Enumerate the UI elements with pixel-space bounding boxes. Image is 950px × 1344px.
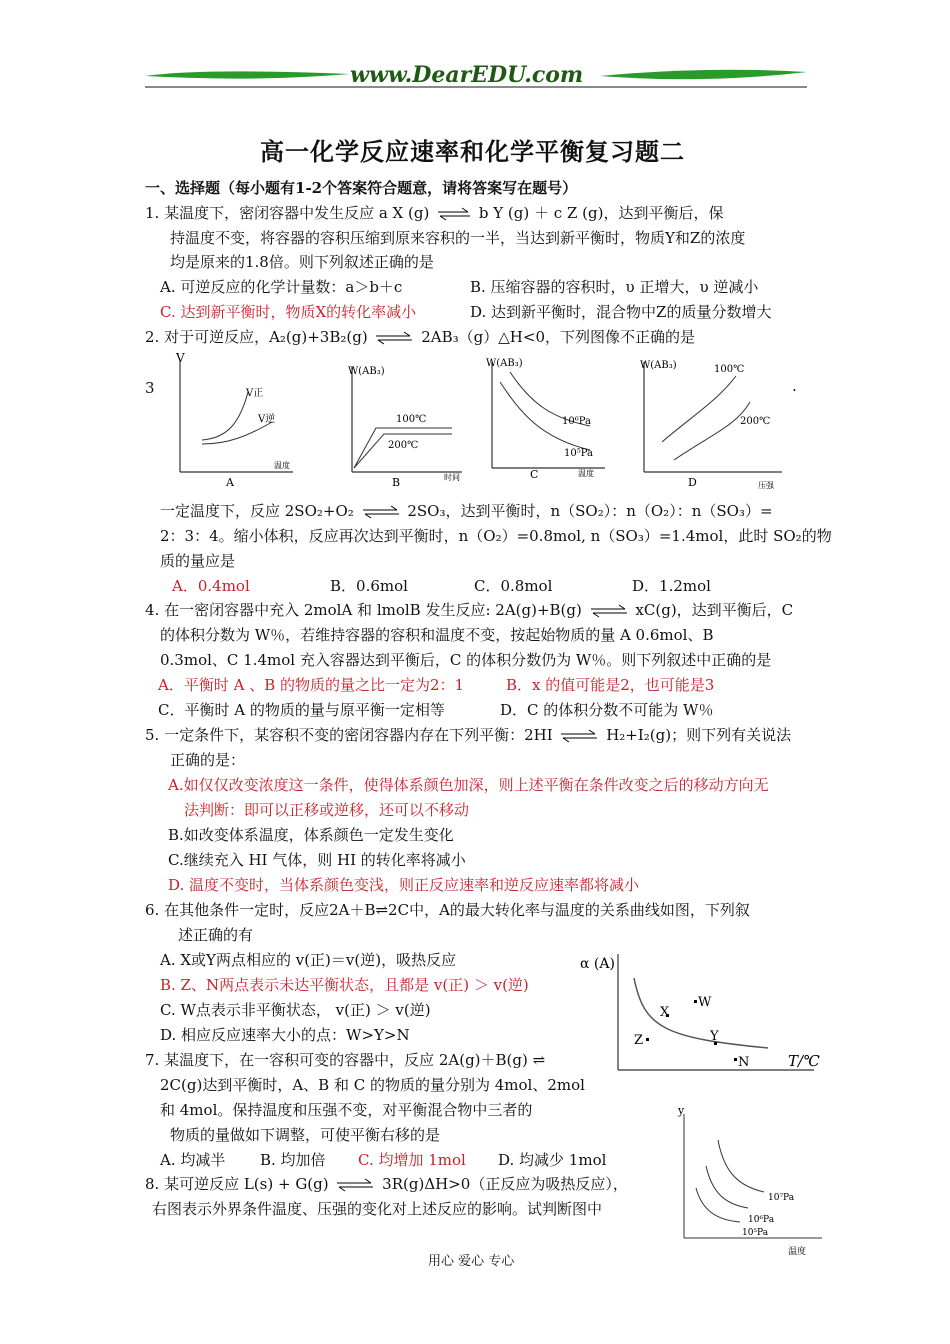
q5-option-d: D. 温度不变时，当体系颜色变浅，则正反应速率和逆反应速率都将减小 bbox=[168, 876, 640, 894]
q6-graph-xlabel: T/℃ bbox=[788, 1052, 820, 1070]
equilibrium-arrow-icon bbox=[587, 604, 631, 618]
q1-option-b: B. 压缩容器的容积时，υ 正增大，υ 逆减小 bbox=[470, 278, 759, 296]
graph-d-series1: 100℃ bbox=[714, 364, 745, 375]
q1-stem-b: b Y (g) ＋ c Z (g)，达到平衡后，保 bbox=[478, 204, 724, 222]
q6-point-z: Z bbox=[634, 1033, 644, 1048]
q5-option-a-line1: A.如仅仅改变浓度这一条件，使得体系颜色加深，则上述平衡在条件改变之后的移动方向无 bbox=[168, 776, 769, 794]
q8-label-106: 10⁶Pa bbox=[748, 1215, 775, 1225]
q8-label-105: 10⁵Pa bbox=[742, 1228, 769, 1238]
graph-a-letter: A bbox=[226, 476, 234, 489]
q8-curve-107 bbox=[718, 1140, 764, 1192]
q1-line2: 持温度不变，将容器的容积压缩到原来容积的一半，当达到新平衡时，物质Y和Z的浓度 bbox=[170, 229, 746, 247]
q1-line3: 均是原来的1.8倍。则下列叙述正确的是 bbox=[170, 253, 434, 271]
q1-stem-a: 1. 某温度下，密闭容器中发生反应 a X (g) bbox=[145, 204, 430, 222]
q8-graph bbox=[672, 1102, 832, 1258]
q4-option-a bbox=[158, 675, 464, 695]
graph-b-series1: 100℃ bbox=[396, 414, 427, 425]
q2-stem bbox=[145, 327, 695, 347]
q4-option-c: C．平衡时 A 的物质的量与原平衡一定相等 bbox=[158, 701, 445, 719]
q5-line2: 正确的是： bbox=[170, 751, 246, 769]
section-header: 一、选择题（每小题有1-2个答案符合题意，请将答案写在题号） bbox=[145, 179, 578, 197]
equilibrium-arrow-icon bbox=[359, 505, 403, 519]
graph-b-letter: B bbox=[392, 476, 401, 489]
q8-graph-ylabel: y bbox=[678, 1104, 685, 1117]
graph-c-xlabel: 温度 bbox=[578, 469, 594, 478]
q1-option-d: D. 达到新平衡时，混合物中Z的质量分数增大 bbox=[470, 303, 772, 321]
graph-a-xlabel: 温度 bbox=[274, 461, 290, 470]
q5-option-a-line2: 法判断：即可以正移或逆移，还可以不移动 bbox=[184, 801, 470, 819]
q3-option-d: D．1.2mol bbox=[632, 577, 711, 595]
q6-option-c: C. W点表示非平衡状态， v(正) ＞ v(逆) bbox=[160, 1001, 431, 1019]
q4-line3: 0.3mol、C 1.4mol 充入容器达到平衡后，C 的体积分数仍为 W％。则下列叙述中正确的是 bbox=[160, 651, 772, 669]
q5-stem-b: H₂+I₂(g)；则下列有关说法 bbox=[606, 726, 792, 744]
q7-option-a: A. 均减半 bbox=[160, 1151, 226, 1169]
graph-d-curve-100 bbox=[662, 376, 736, 442]
graph-d-series2: 200℃ bbox=[740, 416, 771, 427]
q1-option-c-text: C. 达到新平衡时，物质X的转化率减小 bbox=[160, 303, 417, 321]
q6-line1: 6. 在其他条件一定时，反应2A＋B⇌2C中，A的最大转化率与温度的关系曲线如图，下列叙 bbox=[145, 901, 750, 919]
q2-stem-b: 2AB₃（g）△H<0，下列图像不正确的是 bbox=[421, 328, 695, 346]
q3-line1 bbox=[160, 501, 773, 521]
q7-option-c bbox=[358, 1150, 466, 1170]
graph-d-curve-200 bbox=[674, 402, 750, 460]
equilibrium-arrow-icon: ⇌ bbox=[532, 1051, 546, 1069]
q6-graph bbox=[578, 948, 823, 1078]
graph-d-xlabel: 压强 bbox=[758, 481, 774, 490]
q7-line3: 和 4mol。保持温度和压强不变，对平衡混合物中三者的 bbox=[160, 1101, 533, 1119]
graph-b-series2: 200℃ bbox=[388, 440, 419, 451]
q7-line4: 物质的量做如下调整，可使平衡右移的是 bbox=[170, 1126, 441, 1144]
q6-graph-curve bbox=[634, 978, 768, 1048]
q7-option-c-text: C. 均增加 1mol bbox=[358, 1151, 466, 1169]
q6-point-w: W bbox=[698, 995, 712, 1010]
doc-title: 高一化学反应速率和化学平衡复习题二 bbox=[260, 137, 685, 166]
q1-option-a: A. 可逆反应的化学计量数：a＞b＋c bbox=[160, 278, 403, 296]
equilibrium-arrow-icon bbox=[434, 207, 474, 221]
q7-line1 bbox=[145, 1050, 545, 1070]
q7-option-d: D. 均减少 1mol bbox=[498, 1151, 607, 1169]
q3-option-b: B．0.6mol bbox=[330, 577, 408, 595]
q6-point-x: X bbox=[660, 1005, 670, 1020]
graph-a-curve-reverse bbox=[202, 422, 272, 444]
graph-d bbox=[632, 352, 792, 492]
graph-c-letter: C bbox=[530, 468, 539, 481]
q3-trailing-dot: . bbox=[792, 377, 797, 395]
q7-line2: 2C(g)达到平衡时，A、B 和 C 的物质的量分别为 4mol、2mol bbox=[160, 1076, 585, 1094]
q4-option-b-text: B．x 的值可能是2，也可能是3 bbox=[506, 676, 715, 694]
equilibrium-arrow-icon bbox=[372, 331, 416, 345]
graph-c-series1: 10⁶Pa bbox=[562, 416, 591, 427]
q8-label-107: 10⁷Pa bbox=[768, 1193, 795, 1203]
q8-line2: 右图表示外界条件温度、压强的变化对上述反应的影响。试判断图中 bbox=[152, 1200, 603, 1218]
q3-option-a bbox=[172, 576, 250, 596]
q5-stem-a: 5. 一定条件下，某容积不变的密闭容器内存在下列平衡：2HI bbox=[145, 726, 553, 744]
graph-a bbox=[168, 352, 308, 492]
q3-number: 3 bbox=[145, 379, 155, 397]
q3-option-c: C．0.8mol bbox=[474, 577, 553, 595]
q8-stem-b: 3R(g)ΔH>0（正反应为吸热反应）， bbox=[382, 1175, 628, 1193]
graph-b-ylabel: W(AB₃) bbox=[348, 366, 385, 377]
q8-stem-a: 8. 某可逆反应 L(s) + G(g) bbox=[145, 1175, 329, 1193]
q7-option-b: B. 均加倍 bbox=[260, 1151, 326, 1169]
q4-stem-a: 4. 在一密闭容器中充入 2molA 和 lmolB 发生反应: 2A(g)+B(g) bbox=[145, 601, 582, 619]
q4-line1 bbox=[145, 600, 793, 620]
header-banner bbox=[145, 60, 807, 94]
q4-option-d: D．C 的体积分数不可能为 W％ bbox=[500, 701, 714, 719]
q8-graph-xlabel: 温度 bbox=[788, 1247, 807, 1257]
q3-line2: 2：3：4。缩小体积，反应再次达到平衡时，n（O₂）=0.8mol, n（SO₃）=1.4mol，此时 SO₂的物 bbox=[160, 527, 832, 545]
graph-d-ylabel: W(AB₃) bbox=[640, 360, 677, 371]
q6-option-d: D. 相应反应速率大小的点：W>Y>N bbox=[160, 1026, 410, 1044]
site-logo-text: www.DearEDU.com bbox=[350, 62, 584, 88]
page-footer: 用心 爱心 专心 bbox=[428, 1254, 515, 1269]
q3-option-a-text: A．0.4mol bbox=[172, 577, 250, 595]
q8-line1 bbox=[145, 1174, 628, 1194]
graph-c-ylabel: W(AB₃) bbox=[486, 358, 523, 369]
q5-option-b: B.如改变体系温度，体系颜色一定发生变化 bbox=[168, 826, 454, 844]
q6-option-b: B. Z、N两点表示未达平衡状态，且都是 v(正) ＞ v(逆) bbox=[160, 976, 529, 994]
q7-stem-a: 7. 某温度下，在一容积可变的容器中，反应 2A(g)＋B(g) bbox=[145, 1051, 528, 1069]
graph-b bbox=[340, 352, 480, 492]
q3-stem-a: 一定温度下，反应 2SO₂+O₂ bbox=[160, 502, 354, 520]
q2-stem-a: 2. 对于可逆反应，A₂(g)+3B₂(g) bbox=[145, 328, 368, 346]
q4-option-a-text: A．平衡时 A 、B 的物质的量之比一定为2：1 bbox=[158, 676, 465, 694]
graph-a-series1: V正 bbox=[246, 388, 264, 399]
graph-a-curve-forward bbox=[202, 392, 248, 440]
graph-a-ylabel: V bbox=[176, 352, 185, 365]
q3-line3: 质的量应是 bbox=[160, 552, 236, 570]
graph-b-xlabel: 时间 bbox=[444, 473, 460, 482]
graph-c-series2: 10⁵Pa bbox=[564, 448, 593, 459]
q5-option-c: C.继续充入 HI 气体，则 HI 的转化率将减小 bbox=[168, 851, 466, 869]
q6-line2: 述正确的有 bbox=[178, 926, 254, 944]
graph-a-series2: V逆 bbox=[258, 414, 276, 425]
graph-d-letter: D bbox=[688, 476, 697, 489]
q4-line2: 的体积分数为 W％，若维持容器的容积和温度不变，按起始物质的量 A 0.6mol、B bbox=[160, 626, 714, 644]
q6-point-n: N bbox=[738, 1055, 750, 1070]
q1-line1 bbox=[145, 203, 723, 223]
q5-line1 bbox=[145, 725, 791, 745]
equilibrium-arrow-icon bbox=[333, 1178, 377, 1192]
q6-graph-ylabel: α (A) bbox=[580, 956, 615, 972]
q8-curve-106 bbox=[706, 1166, 748, 1208]
q1-option-c bbox=[160, 302, 416, 322]
q3-stem-b: 2SO₃，达到平衡时，n（SO₂）：n（O₂）：n（SO₃）= bbox=[407, 502, 773, 520]
equilibrium-arrow-icon bbox=[557, 729, 601, 743]
q6-option-a: A. X或Y两点相应的 v(正)＝v(逆)，吸热反应 bbox=[160, 951, 457, 969]
q4-option-b bbox=[506, 675, 714, 695]
graph-c bbox=[480, 352, 620, 492]
q4-stem-b: xC(g)，达到平衡后，C bbox=[635, 601, 794, 619]
q6-point-y: Y bbox=[710, 1029, 719, 1044]
